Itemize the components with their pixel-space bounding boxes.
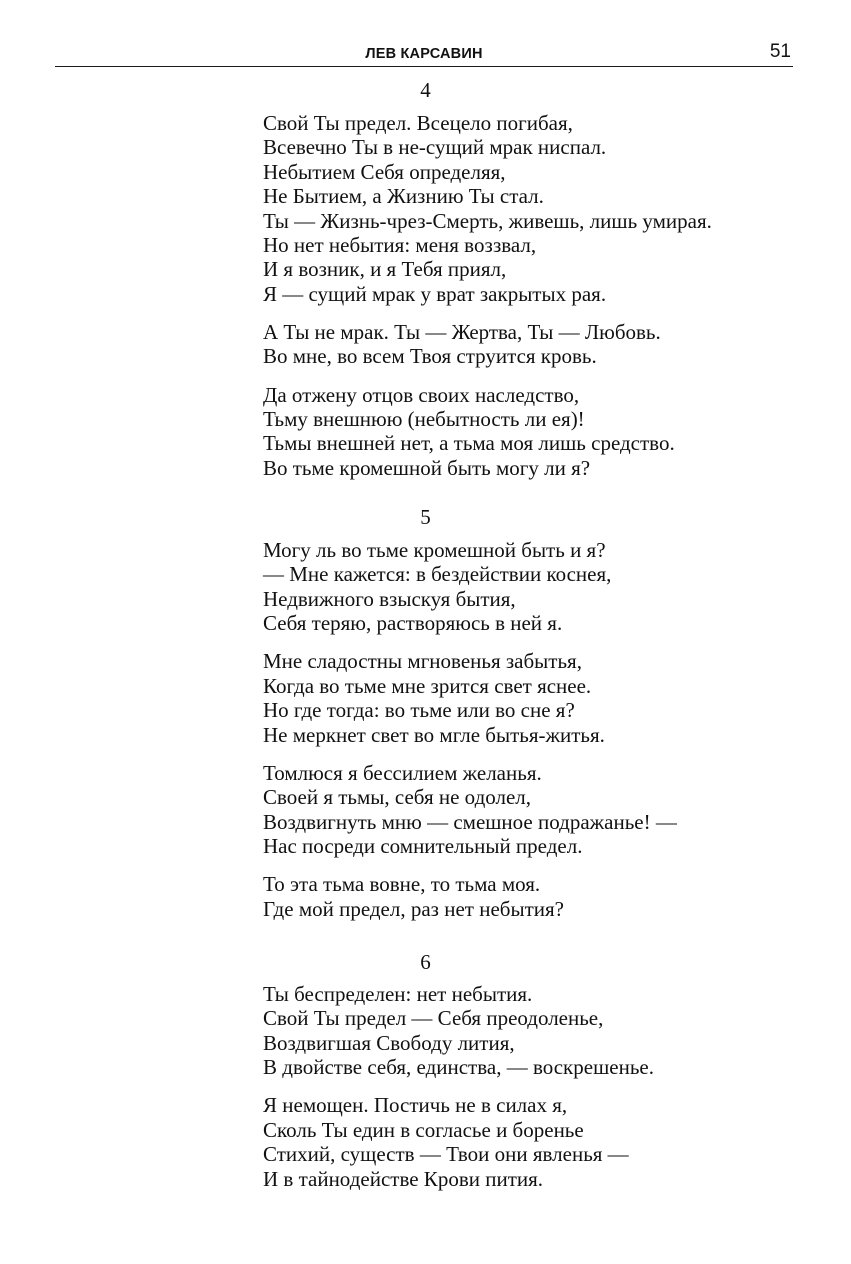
poem-line: Воздвигнуть мню — смешное подражанье! — — [263, 809, 677, 834]
poem-line: Воздвигшая Свободу лития, — [263, 1030, 515, 1055]
poem-line: То эта тьма вовне, то тьма моя. — [263, 872, 541, 897]
poem-line: Свой Ты предел. Всецело погибая, — [263, 111, 573, 135]
poem-line: Недвижного взыскуя бытия, — [263, 586, 516, 611]
page-number: 51 — [769, 41, 791, 62]
poem-line: Небытием Себя определяя, — [263, 159, 506, 184]
poem-line: — Мне кажется: в бездействии коснея, — [263, 562, 612, 587]
poem-line: Ты беспределен: нет небытия. — [263, 982, 533, 1006]
poem-line: Где мой предел, раз нет небытия? — [263, 896, 564, 921]
poem-line: Я немощен. Постичь не в силах я, — [263, 1093, 568, 1118]
section-number: 4 — [420, 78, 431, 102]
poem-line: А Ты не мрак. Ты — Жертва, Ты — Любовь. — [263, 320, 661, 344]
poem-line: Во мне, во всем Твоя струится кровь. — [263, 344, 597, 369]
poem-line: Себя теряю, растворяюсь в ней я. — [263, 611, 563, 636]
poem-line: Тьмы внешней нет, а тьма моя лишь средство. — [263, 431, 675, 456]
poem-line: Томлюся я бессилием желанья. — [263, 760, 542, 785]
section-number: 6 — [420, 950, 431, 974]
poem-line: И в тайнодействе Крови пития. — [263, 1166, 544, 1191]
poem-line: Но нет небытия: меня воззвал, — [263, 233, 537, 257]
poem-line: Могу ль во тьме кромешной быть и я? — [263, 538, 606, 562]
poem-line: Своей я тьмы, себя не одолел, — [263, 785, 532, 810]
poem-line: Всевечно Ты в не-сущий мрак ниспал. — [263, 135, 607, 160]
poem-line: Сколь Ты един в согласье и боренье — [263, 1117, 584, 1142]
poem-line: Свой Ты предел — Себя преодоленье, — [263, 1006, 604, 1031]
poem-line: Не меркнет свет во мгле бытья-житья. — [263, 722, 605, 747]
poem-line: Мне сладостны мгновенья забытья, — [263, 649, 582, 674]
poem-line: Тьму внешнюю (небытность ли ея)! — [263, 407, 585, 431]
poem-line: Я — сущий мрак у врат закрытых рая. — [263, 281, 607, 306]
poem-line: Но где тогда: во тьме или во сне я? — [263, 698, 575, 723]
poem-line: Во тьме кромешной быть могу ли я? — [263, 455, 591, 480]
section-number: 5 — [420, 505, 431, 529]
poem-line: И я возник, и я Тебя приял, — [263, 257, 507, 282]
poem-line: Когда во тьме мне зрится свет яснее. — [263, 673, 592, 698]
poem-line: Не Бытием, а Жизнию Ты стал. — [263, 184, 544, 209]
poem-line: Ты — Жизнь-чрез-Смерть, живешь, лишь умирая. — [263, 208, 712, 233]
poem-line: Нас посреди сомнительный предел. — [263, 834, 583, 858]
author-name: ЛЕВ КАРСАВИН — [365, 46, 483, 62]
poem-line: Да отжену отцов своих наследство, — [263, 382, 580, 407]
poem-line: В двойстве себя, единства, — воскрешенье. — [263, 1055, 654, 1080]
poem-line: Стихий, существ — Твои они явленья — — [263, 1142, 629, 1167]
running-head — [55, 38, 793, 67]
